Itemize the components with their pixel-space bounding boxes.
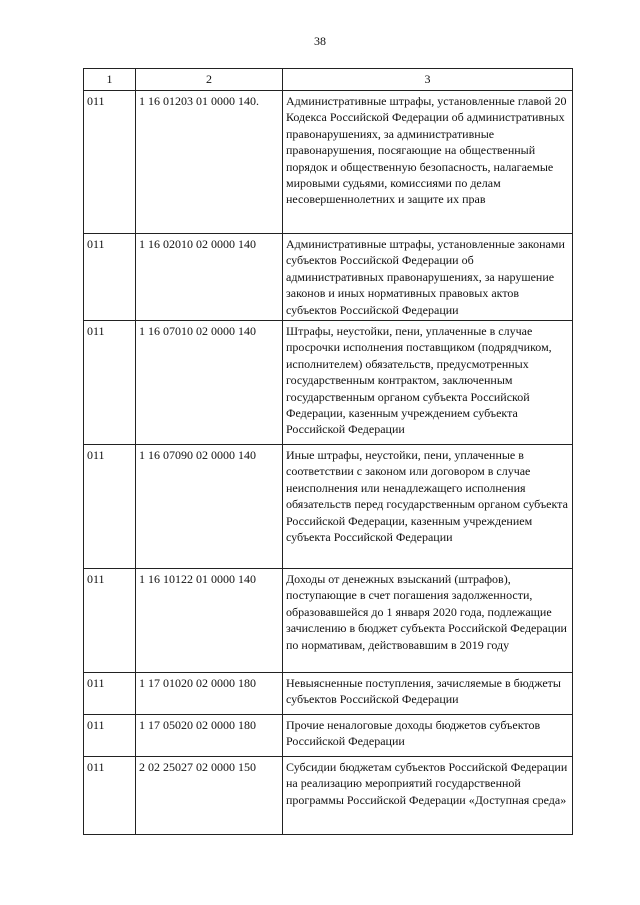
table-row: [84, 569, 573, 673]
table-row: [84, 757, 573, 835]
description-cell: Доходы от денежных взысканий (штрафов), поступающие в счет погашения задолженности, образовавшейся до 1 января 2020 года, подлежащие зачислению в бюджет субъекта Российской Федерации по нормативам, действовавшим в 2019 году: [283, 569, 573, 673]
revenue-code-cell: 1 17 05020 02 0000 180: [136, 715, 283, 757]
admin-code-cell: 011: [84, 673, 136, 715]
table-row: [84, 715, 573, 757]
revenue-code-cell: 1 16 10122 01 0000 140: [136, 569, 283, 673]
revenue-code-cell: 1 16 07010 02 0000 140: [136, 321, 283, 445]
table-row: [84, 445, 573, 569]
admin-code-cell: 011: [84, 569, 136, 673]
description-cell: Невыясненные поступления, зачисляемые в бюджеты субъектов Российской Федерации: [283, 673, 573, 715]
column-header-1: 1: [84, 69, 136, 91]
column-header-3: 3: [283, 69, 573, 91]
description-cell: Административные штрафы, установленные главой 20 Кодекса Российской Федерации об административных правонарушениях, за административные правонарушения, посягающие на общественный порядок и общественную безопасность, налагаемые мировыми судьями, комиссиями по делам несовершеннолетних и защите их прав: [283, 91, 573, 234]
table-row: [84, 673, 573, 715]
table-header-row: [84, 69, 573, 91]
admin-code-cell: 011: [84, 321, 136, 445]
table-row: [84, 91, 573, 234]
table-row: [84, 321, 573, 445]
revenue-code-cell: 1 16 01203 01 0000 140.: [136, 91, 283, 234]
revenue-code-cell: 1 16 02010 02 0000 140: [136, 234, 283, 321]
admin-code-cell: 011: [84, 757, 136, 835]
revenue-code-cell: 1 17 01020 02 0000 180: [136, 673, 283, 715]
revenue-code-cell: 1 16 07090 02 0000 140: [136, 445, 283, 569]
admin-code-cell: 011: [84, 91, 136, 234]
admin-code-cell: 011: [84, 445, 136, 569]
budget-revenue-table: [83, 68, 573, 835]
description-cell: Административные штрафы, установленные законами субъектов Российской Федерации об административных правонарушениях, за нарушение законов и иных нормативных правовых актов субъектов Российской Федерации: [283, 234, 573, 321]
description-cell: Прочие неналоговые доходы бюджетов субъектов Российской Федерации: [283, 715, 573, 757]
description-cell: Субсидии бюджетам субъектов Российской Федерации на реализацию мероприятий государственной программы Российской Федерации «Доступная среда»: [283, 757, 573, 835]
column-header-2: 2: [136, 69, 283, 91]
revenue-code-cell: 2 02 25027 02 0000 150: [136, 757, 283, 835]
description-cell: Штрафы, неустойки, пени, уплаченные в случае просрочки исполнения поставщиком (подрядчиком, исполнителем) обязательств, предусмотренных государственным контрактом, заключенным государственным органом субъекта Российской Федерации, казенным учреждением субъекта Российской Федерации: [283, 321, 573, 445]
admin-code-cell: 011: [84, 234, 136, 321]
page-number: 38: [314, 34, 326, 48]
table-row: [84, 234, 573, 321]
admin-code-cell: 011: [84, 715, 136, 757]
description-cell: Иные штрафы, неустойки, пени, уплаченные в соответствии с законом или договором в случае неисполнения или ненадлежащего исполнения обязательств перед государственным органом субъекта Российской Федерации, казенным учреждением субъекта Российской Федерации: [283, 445, 573, 569]
